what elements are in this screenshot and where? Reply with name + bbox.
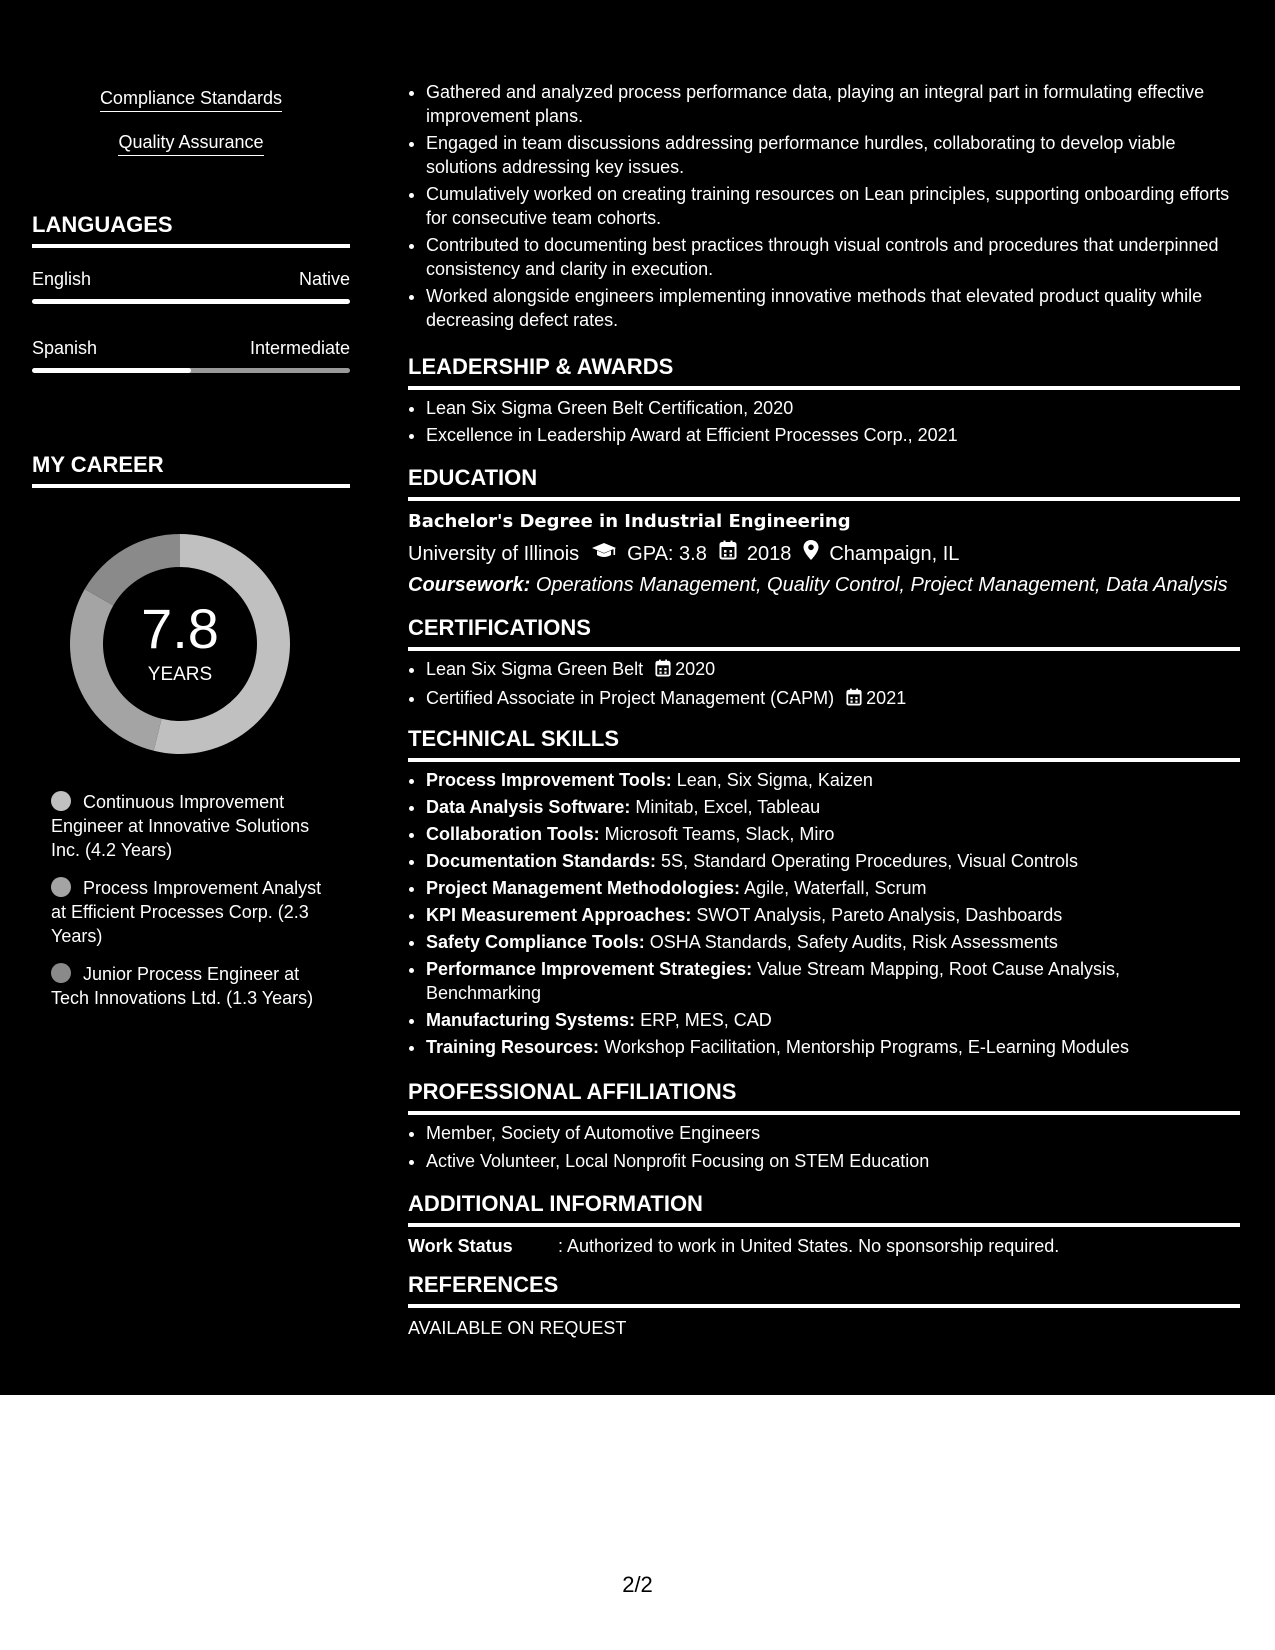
section-heading: CERTIFICATIONS <box>408 615 1240 651</box>
list-item <box>426 957 1240 1005</box>
sidebar <box>0 0 380 1395</box>
skill-label: Project Management Methodologies: <box>426 878 741 898</box>
skill-label: Safety Compliance Tools: <box>426 932 645 952</box>
work-status-row <box>408 1234 1240 1258</box>
list-item: • Lean Six Sigma Green Belt Certification, 2020 <box>426 396 1240 420</box>
section-heading: TECHNICAL SKILLS <box>408 726 1240 762</box>
main-content <box>408 0 1240 1395</box>
graduation-cap-icon <box>591 541 617 567</box>
language-bar-fill <box>32 368 191 373</box>
certification-name: Lean Six Sigma Green Belt <box>426 659 644 679</box>
map-pin-icon <box>803 540 819 567</box>
page-number: 2/2 <box>622 1572 653 1597</box>
education-section <box>408 465 1240 598</box>
education-degree: Bachelor's Degree in Industrial Engineering <box>408 511 851 532</box>
education-location: Champaign, IL <box>829 542 960 565</box>
skill-value: 5S, Standard Operating Procedures, Visual Controls <box>661 851 1078 871</box>
section-heading: ADDITIONAL INFORMATION <box>408 1191 1240 1227</box>
list-item: • Engaged in team discussions addressing performance hurdles, collaborating to develop viable solutions addressing key issues. <box>426 131 1240 179</box>
career-item <box>51 790 341 862</box>
skill-label: KPI Measurement Approaches: <box>426 905 692 925</box>
education-year: 2018 <box>746 542 792 565</box>
list-item <box>426 795 1240 819</box>
skill-label: Manufacturing Systems: <box>426 1010 636 1030</box>
career-list <box>51 790 341 1024</box>
leadership-section <box>408 354 1240 447</box>
legend-dot-icon <box>51 963 71 983</box>
skill-value: Agile, Waterfall, Scrum <box>744 878 927 898</box>
career-item <box>51 876 341 948</box>
skill-value: Microsoft Teams, Slack, Miro <box>604 824 835 844</box>
list-item: • Active Volunteer, Local Nonprofit Focusing on STEM Education <box>426 1149 1240 1173</box>
education-gpa: GPA: 3.8 <box>627 542 707 565</box>
work-status-label: Work Status <box>408 1236 513 1256</box>
list-item <box>426 822 1240 846</box>
list-item <box>426 1008 1240 1032</box>
work-status-value: : Authorized to work in United States. No sponsorship required. <box>558 1236 1060 1256</box>
section-heading: LEADERSHIP & AWARDS <box>408 354 1240 390</box>
certification-name: Certified Associate in Project Management (CAPM) <box>426 688 835 708</box>
language-bar-fill <box>32 299 350 304</box>
skill-value: Minitab, Excel, Tableau <box>635 797 821 817</box>
skill-label: Process Improvement Tools: <box>426 770 672 790</box>
section-heading: EDUCATION <box>408 465 1240 501</box>
language-row-english <box>32 268 350 290</box>
donut-slice-3 <box>85 534 180 606</box>
calendar-icon <box>719 540 737 567</box>
list-item: • Contributed to documenting best practices through visual controls and procedures that underpinned consistency and clarity in execution. <box>426 233 1240 281</box>
coursework-label: Coursework: <box>408 574 531 596</box>
skill-value: Workshop Facilitation, Mentorship Programs, E-Learning Modules <box>604 1037 1129 1057</box>
list-item <box>426 768 1240 792</box>
skill-value: Value Stream Mapping, Root Cause Analysis, Benchmarking <box>426 959 1120 1003</box>
list-item <box>426 1035 1240 1059</box>
skill-label: Performance Improvement Strategies: <box>426 959 753 979</box>
legend-dot-icon <box>51 791 71 811</box>
career-item-text: Continuous Improvement Engineer at Innovative Solutions Inc. (4.2 Years) <box>51 792 310 860</box>
skill-value: SWOT Analysis, Pareto Analysis, Dashboards <box>696 905 1063 925</box>
languages-heading: LANGUAGES <box>32 212 350 248</box>
language-name: English <box>32 269 92 289</box>
language-bar-english <box>32 299 350 304</box>
list-item <box>426 930 1240 954</box>
legend-dot-icon <box>51 877 71 897</box>
section-heading: PROFESSIONAL AFFILIATIONS <box>408 1079 1240 1115</box>
coursework-list: Operations Management, Quality Control, Project Management, Data Analysis <box>535 574 1228 596</box>
list-item <box>426 903 1240 927</box>
technical-skills-section <box>408 726 1240 1059</box>
list-item <box>426 657 1240 683</box>
list-item: • Worked alongside engineers implementing innovative methods that elevated product quality while decreasing defect rates. <box>426 284 1240 332</box>
language-name: Spanish <box>32 338 98 358</box>
list-item: • Member, Society of Automotive Engineers <box>426 1121 1240 1145</box>
language-bar-spanish <box>32 368 350 373</box>
list-item <box>426 686 1240 712</box>
list-item <box>426 849 1240 873</box>
calendar-icon <box>846 688 862 712</box>
skill-tag: Compliance Standards <box>100 86 282 112</box>
language-level: Native <box>298 269 350 289</box>
education-meta <box>408 540 1240 567</box>
career-heading: MY CAREER <box>32 452 350 488</box>
skill-tags <box>32 86 350 174</box>
skill-label: Documentation Standards: <box>426 851 657 871</box>
education-school: University of Illinois <box>408 542 580 565</box>
career-years-label: YEARS <box>147 664 213 685</box>
additional-info-section <box>408 1191 1240 1258</box>
section-heading: REFERENCES <box>408 1272 1240 1308</box>
language-level: Intermediate <box>249 338 350 358</box>
calendar-icon <box>655 659 671 683</box>
skill-label: Collaboration Tools: <box>426 824 600 844</box>
career-item-text: Junior Process Engineer at Tech Innovations Ltd. (1.3 Years) <box>51 964 314 1008</box>
experience-bullets <box>408 80 1240 332</box>
skill-label: Data Analysis Software: <box>426 797 631 817</box>
references-section <box>408 1272 1240 1340</box>
list-item: • Cumulatively worked on creating training resources on Lean principles, supporting onboarding efforts for consecutive team cohorts. <box>426 182 1240 230</box>
list-item: • Gathered and analyzed process performance data, playing an integral part in formulating effective improvement plans. <box>426 80 1240 128</box>
affiliations-section <box>408 1079 1240 1173</box>
career-total-years: 7.8 <box>141 597 219 660</box>
education-coursework <box>408 572 1240 598</box>
certification-year: 2021 <box>866 688 907 708</box>
list-item <box>426 876 1240 900</box>
skill-tag: Quality Assurance <box>118 130 263 156</box>
skill-value: Lean, Six Sigma, Kaizen <box>676 770 873 790</box>
skill-value: ERP, MES, CAD <box>640 1010 772 1030</box>
references-text: AVAILABLE ON REQUEST <box>408 1318 627 1338</box>
certifications-section <box>408 615 1240 712</box>
skill-value: OSHA Standards, Safety Audits, Risk Assessments <box>649 932 1058 952</box>
list-item: • Excellence in Leadership Award at Efficient Processes Corp., 2021 <box>426 423 1240 447</box>
certification-year: 2020 <box>675 659 716 679</box>
skill-label: Training Resources: <box>426 1037 600 1057</box>
career-item-text: Process Improvement Analyst at Efficient Processes Corp. (2.3 Years) <box>51 878 322 946</box>
language-row-spanish <box>32 337 350 359</box>
career-item <box>51 962 341 1010</box>
